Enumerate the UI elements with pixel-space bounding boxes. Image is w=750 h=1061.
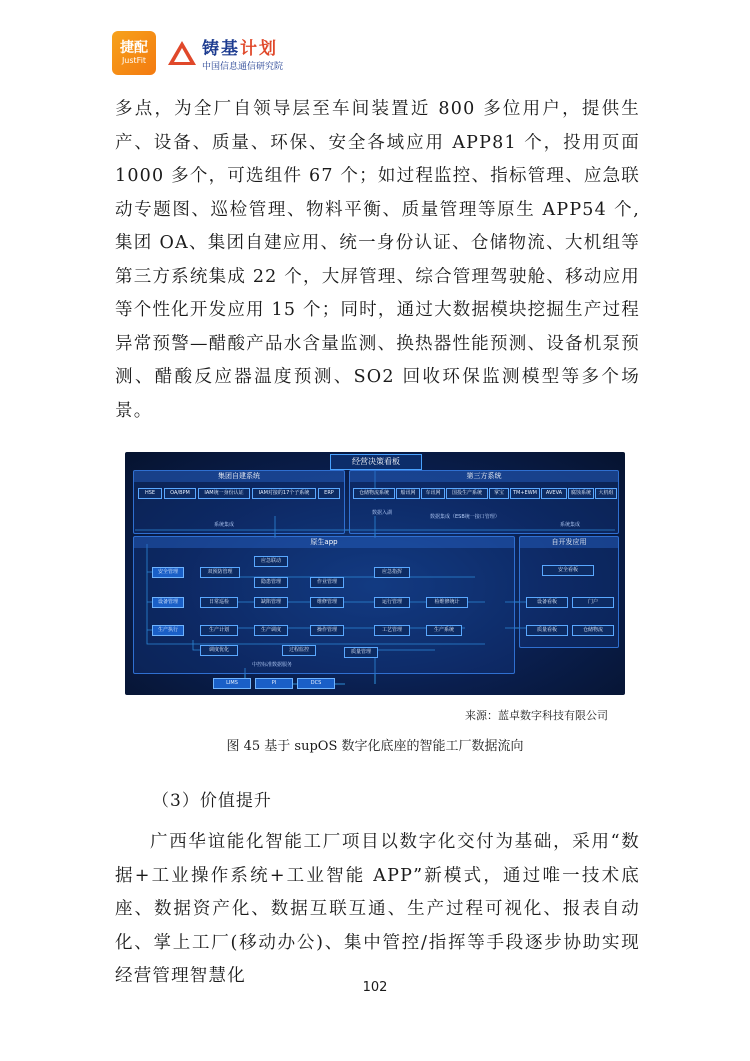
- zhuji-logo-title: 铸基计划: [202, 39, 278, 59]
- bottom-chip: LIMS: [213, 678, 251, 689]
- figure-source: 来源：蓝卓数字科技有限公司: [465, 709, 608, 722]
- group-system-title: 集团自建系统: [134, 471, 344, 482]
- body-paragraph-1: 多点，为全厂自领导层至车间装置近 800 多位用户，提供生产、设备、质量、环保、安全各域应用 APP81 个，投用页面 1000 多个，可选组件 67 个；如过程监控、指标管理、应急联动专题图、巡检管理、物料平衡、质量管理等原生 APP54 个,集团 OA、集团自建应用、统一身份认证、仓储物流、大机组等第三方系统集成 22 个，大屏管理、综合管理驾驶舱、移动应用等个性化开发应用 15 个；同时，通过大数据模块挖掘生产过程异常预警—醋酸产品水含量监测、换热器性能预测、设备机泵预测、醋酸反应器温度预测、SO2 回收环保监测模型等多个场景。: [115, 99, 640, 421]
- native-footer: 中控标准数据服务: [252, 662, 293, 668]
- native-chip: 隐患管理: [254, 577, 288, 588]
- third-chip: 大机组: [595, 488, 617, 499]
- native-chip: 质量管理: [344, 647, 378, 658]
- section-heading: （3）价值提升: [152, 791, 272, 811]
- native-app-panel: [133, 536, 515, 674]
- justfit-logo: [112, 31, 156, 75]
- native-chip: 运行管理: [374, 597, 410, 608]
- group-system-footer: 系统集成: [214, 522, 235, 528]
- native-row-label: 设备管理: [152, 597, 184, 608]
- third-chip: 掌宝: [489, 488, 509, 499]
- group-chip: HSE: [138, 488, 162, 499]
- third-chip: 仓储物流系统: [353, 488, 395, 499]
- third-chip: TM+EWM: [510, 488, 540, 499]
- native-chip: 作业管理: [310, 577, 344, 588]
- third-chip: 国投生产系统: [446, 488, 488, 499]
- third-party-panel: [349, 470, 619, 534]
- custom-app-title: 自开发应用: [520, 537, 618, 548]
- native-row-label: 生产执行: [152, 625, 184, 636]
- zhuji-logo: [168, 34, 283, 72]
- custom-chip: 质量看板: [526, 625, 568, 636]
- group-chip: OA/BPM: [164, 488, 196, 499]
- group-system-panel: [133, 470, 345, 534]
- bottom-chip: PI: [255, 678, 293, 689]
- justfit-logo-cn: 捷配: [120, 40, 148, 56]
- native-chip: 调度优化: [200, 645, 238, 656]
- custom-chip: 安全看板: [542, 565, 594, 576]
- native-chip: 生产调度: [254, 625, 288, 636]
- figure-caption: 图 45 基于 supOS 数字化底座的智能工厂数据流向: [226, 739, 524, 754]
- native-chip: 日常巡检: [200, 597, 238, 608]
- triangle-logo-icon: [168, 41, 196, 65]
- third-chip: 腐蚀系统: [568, 488, 594, 499]
- native-chip: 维修管理: [310, 597, 344, 608]
- dataflow-figure: [125, 452, 625, 695]
- native-chip: 生产系统: [426, 625, 462, 636]
- justfit-logo-en: JustFit: [121, 56, 147, 65]
- zhuji-logo-subtitle: 中国信息通信研究院: [202, 62, 284, 72]
- third-party-title: 第三方系统: [350, 471, 618, 482]
- esb-label: 数据集成（ESB统一接口管理）: [430, 514, 500, 520]
- page-header: [112, 30, 283, 76]
- native-chip: 操作管理: [310, 625, 344, 636]
- native-row-label: 安全管理: [152, 567, 184, 578]
- bottom-chip: DCS: [297, 678, 335, 689]
- page-number: 102: [362, 980, 388, 995]
- group-chip: IAM统一身份认证: [198, 488, 250, 499]
- custom-chip: 门户: [572, 597, 614, 608]
- custom-chip: 设备看板: [526, 597, 568, 608]
- third-chip: AVEVA: [541, 488, 567, 499]
- custom-chip: 仓储物流: [572, 625, 614, 636]
- third-chip: 车讯网: [421, 488, 445, 499]
- native-app-title: 原生app: [134, 537, 514, 548]
- native-chip: 工艺管理: [374, 625, 410, 636]
- native-chip: 双预防管理: [200, 567, 240, 578]
- figure-title: 经营决策看板: [330, 454, 422, 470]
- group-chip: IAM对接的17个子系统: [252, 488, 316, 499]
- native-chip: 应急联动: [254, 556, 288, 567]
- native-chip: 过程监控: [282, 645, 316, 656]
- group-chip: ERP: [318, 488, 340, 499]
- native-chip: 生产计划: [200, 625, 238, 636]
- native-chip: 检维修统计: [426, 597, 468, 608]
- body-paragraph-2: 广西华谊能化智能工厂项目以数字化交付为基础，采用“数据+工业操作系统+工业智能 APP”新模式，通过唯一技术底座、数据资产化、数据互联互通、生产过程可视化、报表自动化、掌上工厂(移动办公)、集中管控/指挥等手段逐步协助实现经营管理智慧化: [115, 832, 640, 986]
- native-chip: 应急指挥: [374, 567, 410, 578]
- third-chip: 船讯网: [396, 488, 420, 499]
- native-chip: 缺陷管理: [254, 597, 288, 608]
- custom-app-panel: [519, 536, 619, 648]
- third-party-footer: 系统集成: [560, 522, 581, 528]
- data-lake-label: 数据入湖: [372, 510, 393, 516]
